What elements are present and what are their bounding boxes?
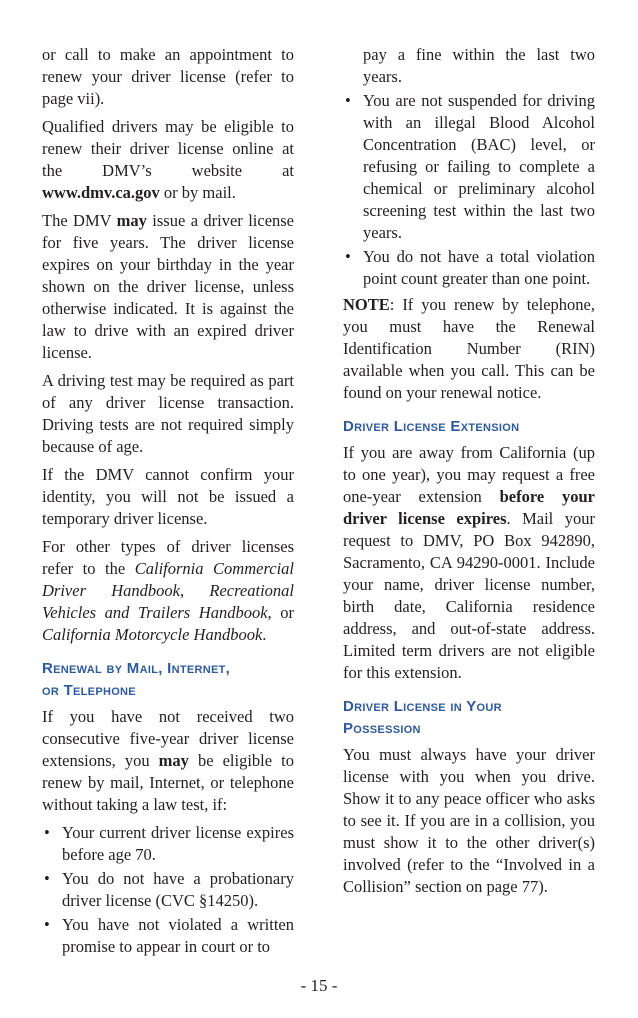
- paragraph-extension: [343, 442, 595, 684]
- handbook-title: Recreational Vehicles and Trailers Handbook: [42, 581, 295, 622]
- eligibility-list: [42, 822, 294, 958]
- left-column: [42, 44, 294, 962]
- text-span: Qualified drivers may be eligible to renew their driver license online at the DMV’s website at: [42, 117, 294, 180]
- bold-text: may: [116, 211, 147, 230]
- list-item: • You do not have a total violation point count greater than one point.: [343, 246, 595, 290]
- bold-text: before your driver license expires: [343, 487, 596, 528]
- handbook-title: California Commercial Driver Handbook: [42, 559, 294, 600]
- paragraph-license-term: [42, 210, 294, 364]
- bold-text: may: [158, 751, 189, 770]
- list-item: • You are not suspended for driving with an illegal Blood Alcohol Concentration (BAC) level, or refusing or failing to complete a chemical or preliminary alcohol screening test within the last two years.: [343, 90, 595, 244]
- text-span: , or: [267, 603, 294, 622]
- heading-line: Driver License in Your: [343, 698, 502, 715]
- heading-renewal: [42, 658, 294, 702]
- list-item: • Your current driver license expires before age 70.: [42, 822, 294, 866]
- page-number: - 15 -: [300, 976, 338, 995]
- right-column: [343, 44, 595, 904]
- text-span: or by mail.: [159, 183, 236, 202]
- paragraph-driving-test: A driving test may be required as part of any driver license transaction. Driving tests are not required simply because of age.: [42, 371, 294, 456]
- heading-line: or Telephone: [42, 682, 136, 699]
- heading-line: Renewal by Mail, Internet,: [42, 660, 231, 677]
- text-span: : If you renew by telephone, you must have the Renewal Identification Number (RIN) available when you call. This can be found on your renewal notice.: [343, 295, 595, 402]
- paragraph-identity: If the DMV cannot confirm your identity, you will not be issued a temporary driver license.: [42, 465, 294, 528]
- text-span: .: [262, 625, 267, 644]
- paragraph-online-renewal: [42, 116, 294, 204]
- list-item: • You have not violated a written promise to appear in court or to: [42, 914, 294, 958]
- text-span: ,: [180, 581, 210, 600]
- note-label: NOTE: [343, 295, 390, 314]
- paragraph-renewal-eligibility: [42, 706, 294, 816]
- text-span: issue a driver license for five years. The driver license expires on your birthday in the year shown on the driver license, unless otherwise indicated. It is against the law to drive with an expired driver license.: [42, 211, 295, 362]
- eligibility-list-continued: [343, 44, 595, 290]
- text-span: For other types of driver licenses refer to the: [42, 537, 294, 578]
- heading-line: Possession: [343, 720, 421, 737]
- list-item-continued: pay a fine within the last two years.: [363, 45, 595, 86]
- text-span: . Mail your request to DMV, PO Box 942890, Sacramento, CA 94290-0001. Include your name, driver license number, birth date, California residence address, and out-of-state address. Limited term drivers are not eligible for this extension.: [343, 509, 595, 682]
- dmv-website-link[interactable]: www.dmv.ca.gov: [42, 183, 160, 202]
- handbook-title: California Motorcycle Handbook: [42, 625, 263, 644]
- paragraph-call-appointment: or call to make an appointment to renew your driver license (refer to page vii).: [42, 45, 294, 108]
- heading-possession: [343, 696, 595, 740]
- paragraph-possession: You must always have your driver license with you when you drive. Show it to any peace officer who asks to see it. If you are in a collision, you must show it to the other driver(s) involved (refer to the “Involved in a Collision” section on page 77).: [343, 745, 595, 896]
- text-span: be eligible to renew by mail, Internet, or telephone without taking a law test, if:: [42, 751, 294, 814]
- heading-extension: Driver License Extension: [343, 418, 520, 435]
- text-span: If you are away from California (up to one year), you may request a free one-year extension: [343, 443, 595, 506]
- note-paragraph: [343, 294, 595, 404]
- paragraph-other-handbooks: [42, 536, 294, 646]
- text-span: If you have not received two consecutive five-year driver license extensions, you: [42, 707, 294, 770]
- text-span: The DMV: [42, 211, 117, 230]
- list-item: • You do not have a probationary driver license (CVC §14250).: [42, 868, 294, 912]
